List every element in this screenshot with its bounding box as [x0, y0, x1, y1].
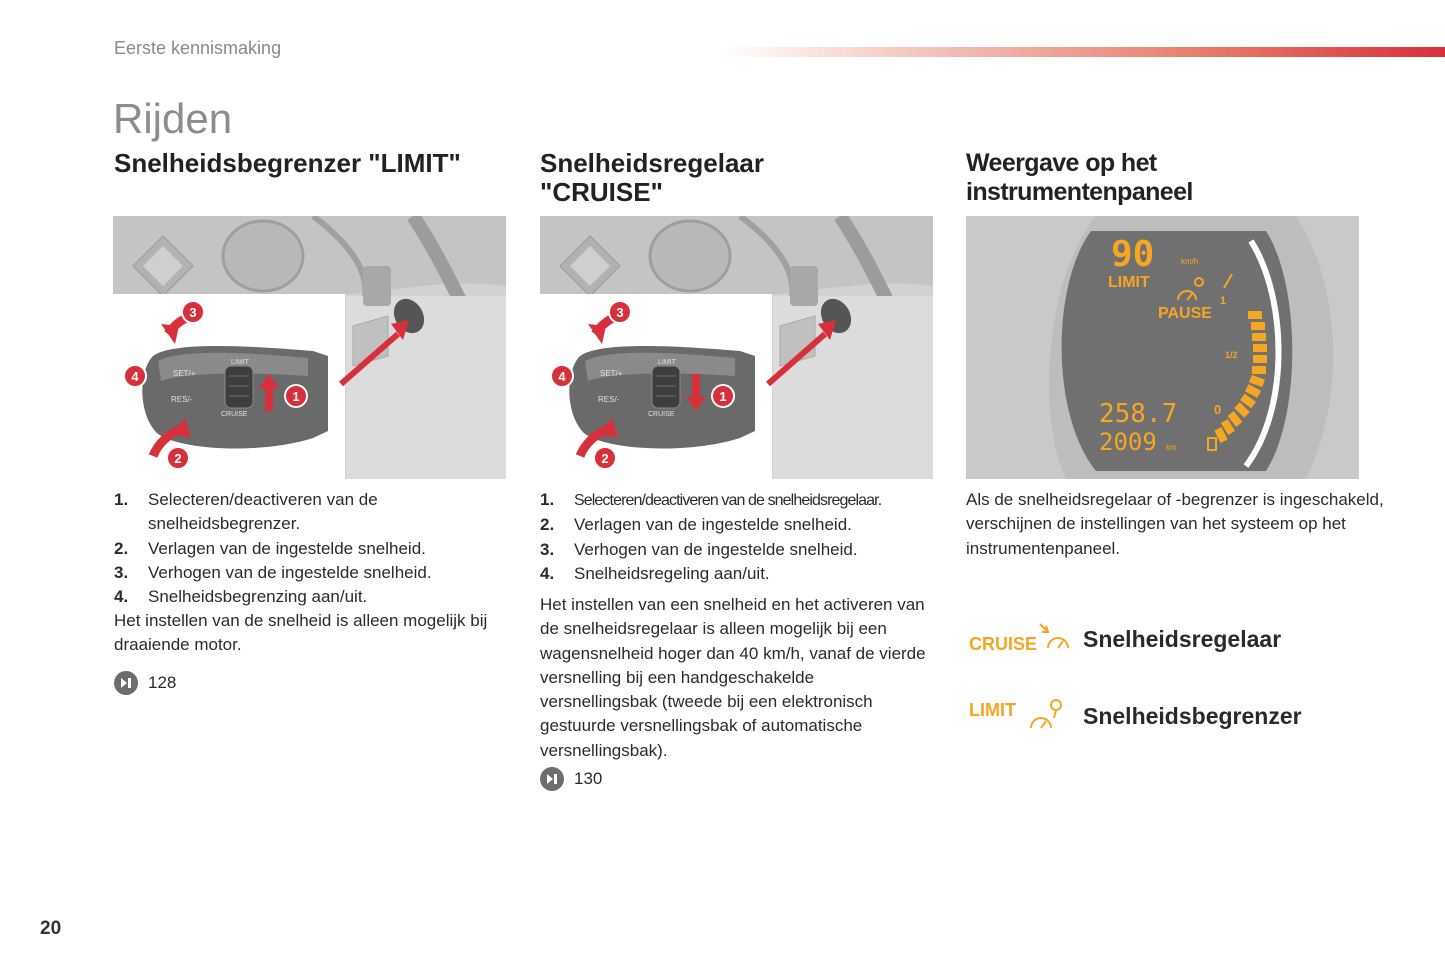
stalk-label-bottom: RES/-: [171, 395, 193, 404]
callout-4: [551, 365, 573, 387]
column-title-limit: Snelheidsbegrenzer "LIMIT": [114, 148, 461, 178]
callout-4: [124, 365, 146, 387]
column-title-cruise-text: Snelheidsregelaar "CRUISE": [540, 148, 764, 207]
list-item: [540, 562, 940, 586]
stalk-label-top: SET/+: [600, 369, 623, 378]
forward-icon: [114, 671, 138, 695]
svg-text:3: 3: [189, 305, 197, 320]
step-text: Verlagen van de ingestelde snelheid.: [148, 538, 426, 558]
stalk-label-limit: LIMIT: [231, 359, 249, 366]
step-number: 3.: [540, 539, 555, 559]
step-text: Snelheidsregeling aan/uit.: [574, 563, 770, 583]
cruise-indicator-icon: [968, 620, 1073, 658]
stalk-label-top: SET/+: [173, 369, 196, 378]
step-number: 2.: [114, 538, 129, 558]
stalk-label-cruise: CRUISE: [648, 411, 675, 418]
svg-text:1: 1: [719, 389, 727, 404]
page-reference-number: 130: [574, 769, 603, 788]
list-item: [540, 488, 940, 513]
callout-1: [712, 385, 734, 407]
step-number: 2.: [540, 515, 555, 535]
limit-icon-text: LIMIT: [969, 700, 1016, 720]
list-item: [114, 488, 509, 537]
list-item: [114, 537, 509, 561]
page-number: 20: [40, 918, 62, 939]
display-mode: LIMIT: [1108, 274, 1150, 291]
page-title: Rijden: [113, 95, 233, 142]
fuel-mark-half: 1/2: [1225, 350, 1238, 360]
limit-indicator-icon: [968, 694, 1073, 736]
step-text: Verlagen van de ingestelde snelheid.: [574, 515, 852, 535]
limit-stalk-svg: [113, 216, 506, 479]
cruise-stalk-svg: [540, 216, 933, 479]
page-reference-link[interactable]: [540, 767, 602, 791]
step-number: 1.: [114, 490, 129, 509]
cruise-steps-list: [540, 488, 940, 586]
column-title-cruise: [540, 149, 940, 207]
svg-text:2: 2: [174, 451, 182, 466]
step-number: 1.: [540, 490, 555, 509]
cruise-icon-text: CRUISE: [969, 634, 1038, 654]
callout-3: [609, 301, 631, 323]
stalk-label-cruise: CRUISE: [221, 411, 248, 418]
stalk-label-bottom: RES/-: [598, 395, 620, 404]
section-header: Eerste kennismaking: [114, 38, 282, 58]
svg-text:3: 3: [616, 305, 624, 320]
legend-label-cruise: Snelheidsregelaar: [1083, 626, 1282, 652]
display-trip: 258.7: [1099, 399, 1178, 429]
step-number: 4.: [114, 587, 129, 607]
callout-2: [167, 447, 189, 469]
step-number: 4.: [540, 563, 555, 583]
step-text: Selecteren/deactiveren van de snelheidsregelaar.: [574, 492, 882, 509]
display-odometer: 2009: [1099, 428, 1157, 456]
cruise-note: Het instellen van een snelheid en het activeren van de snelheidsregelaar is alleen mogelijk bij een wagensnelheid hoger dan 40 km/h, vanaf de vierde versnelling bij een handgeschakelde versnellingsbak (tweede bij een elektronisch gestuurde versnellingsbak of automatische versnellingsbak).: [540, 595, 926, 760]
svg-text:1: 1: [292, 389, 300, 404]
list-item: [540, 513, 940, 537]
callout-3: [182, 301, 204, 323]
svg-text:2: 2: [601, 451, 609, 466]
page-reference-number: 128: [148, 673, 177, 692]
limit-stalk-illustration: [113, 216, 506, 479]
legend-label-limit: Snelheidsbegrenzer: [1083, 703, 1302, 729]
step-text: Verhogen van de ingestelde snelheid.: [148, 562, 432, 582]
instrument-panel-display: [966, 216, 1359, 479]
header-accent-bar: [720, 47, 1445, 57]
svg-text:4: 4: [558, 369, 566, 384]
display-description: Als de snelheidsregelaar of -begrenzer is ingeschakeld, verschijnen de instellingen van het systeem op het instrumentenpaneel.: [966, 490, 1384, 558]
cruise-stalk-illustration: [540, 216, 933, 479]
display-odo-unit: km: [1166, 443, 1177, 452]
forward-icon: [540, 767, 564, 791]
svg-text:4: 4: [131, 369, 139, 384]
callout-1: [285, 385, 307, 407]
instrument-panel-svg: [966, 216, 1359, 479]
fuel-mark-full: 1: [1220, 295, 1227, 307]
list-item: [540, 538, 940, 562]
stalk-label-limit: LIMIT: [658, 359, 676, 366]
callout-2: [594, 447, 616, 469]
limit-steps-list: [114, 488, 509, 609]
fuel-mark-empty: 0: [1214, 402, 1222, 417]
display-status: PAUSE: [1158, 305, 1212, 322]
display-unit: km/h: [1181, 257, 1199, 266]
step-text: Snelheidsbegrenzing aan/uit.: [148, 587, 368, 607]
step-number: 3.: [114, 562, 129, 582]
list-item: [114, 585, 509, 609]
list-item: [114, 561, 509, 585]
column-title-display: Weergave op het instrumentenpaneel: [966, 149, 1193, 206]
limit-note: Het instellen van de snelheid is alleen mogelijk bij draaiende motor.: [114, 611, 488, 655]
step-text: Selecteren/deactiveren van de snelheidsbegrenzer.: [148, 490, 378, 534]
display-speed: 90: [1111, 234, 1155, 275]
page-reference-link[interactable]: [114, 671, 176, 695]
step-text: Verhogen van de ingestelde snelheid.: [574, 539, 858, 559]
